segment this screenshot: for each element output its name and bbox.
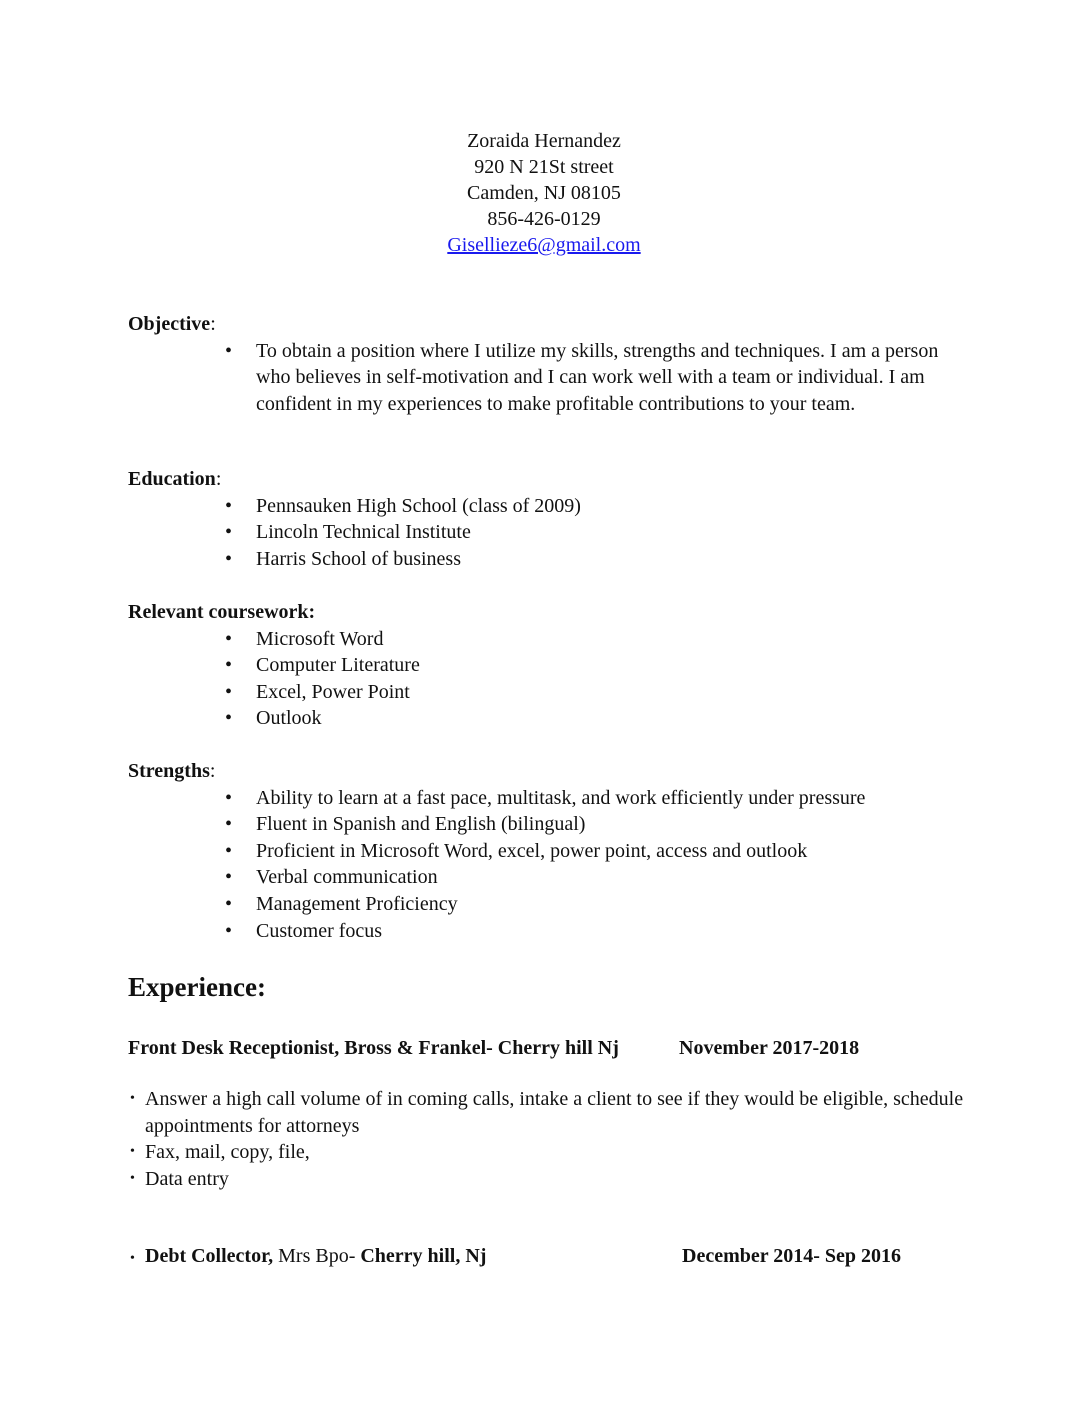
bullet-icon: • <box>225 892 233 915</box>
bullet-icon: • <box>130 1251 135 1266</box>
list-item-text: Fax, mail, copy, file, <box>145 1141 310 1163</box>
experience-heading: Experience: <box>128 972 266 1002</box>
bullet-icon: • <box>225 707 233 730</box>
coursework-heading: Relevant coursework: <box>128 601 316 623</box>
education-heading: Education: <box>128 468 222 490</box>
list-item <box>128 838 968 865</box>
job-1-dates: November 2017-2018 <box>679 1037 860 1059</box>
list-item-text: Outlook <box>256 707 322 730</box>
objective-section <box>128 311 968 417</box>
job-2-location: Cherry hill, Nj <box>360 1245 487 1267</box>
list-item <box>128 785 968 812</box>
bullet-icon: • <box>225 339 233 362</box>
bullet-icon: • <box>225 839 233 862</box>
coursework-list <box>128 626 968 732</box>
objective-heading: Objective: <box>128 313 216 335</box>
contact-header <box>0 128 1088 258</box>
street-address: 920 N 21St street <box>474 156 614 178</box>
bullet-icon: • <box>225 866 233 889</box>
list-item <box>128 519 968 546</box>
list-item <box>128 864 968 891</box>
list-item-text: Ability to learn at a fast pace, multitask, and work efficiently under pressure <box>256 786 866 809</box>
education-section <box>128 466 968 572</box>
list-item <box>128 918 968 945</box>
bullet-icon: • <box>225 654 233 677</box>
education-list <box>128 493 968 573</box>
bullet-icon: • <box>130 1144 135 1159</box>
job-1-line <box>128 1035 860 1061</box>
list-item-text: Fluent in Spanish and English (bilingual) <box>256 813 586 836</box>
list-item <box>128 705 968 732</box>
bullet-icon: • <box>225 494 233 517</box>
list-item <box>128 626 968 653</box>
email-link[interactable]: Gisellieze6@gmail.com <box>447 234 641 256</box>
bullet-icon: • <box>225 680 233 703</box>
list-item <box>128 811 968 838</box>
bullet-icon: • <box>225 786 233 809</box>
list-item <box>128 1166 968 1193</box>
strengths-list <box>128 785 968 945</box>
list-item-text: Computer Literature <box>256 654 420 677</box>
coursework-section <box>128 599 968 732</box>
list-item <box>128 652 968 679</box>
bullet-icon: • <box>225 813 233 836</box>
list-item-text: Pennsauken High School (class of 2009) <box>256 494 581 517</box>
list-item-text: Management Proficiency <box>256 892 458 915</box>
bullet-icon: • <box>130 1170 135 1186</box>
list-item-text: Verbal communication <box>256 866 438 889</box>
phone-number: 856-426-0129 <box>487 208 601 230</box>
job-1-title: Front Desk Receptionist, Bross & Frankel- Cherry hill Nj <box>128 1037 619 1059</box>
job-2-company: Mrs Bpo- <box>273 1245 361 1267</box>
list-item-text: Answer a high call volume of in coming calls, intake a client to see if they would be eligible, schedule appointments for attorneys <box>145 1088 964 1137</box>
list-item-text: Customer focus <box>256 919 383 942</box>
list-item-text: To obtain a position where I utilize my skills, strengths and techniques. I am a person who believes in self-motivation and I can work well with a team or individual. I am confident in my experiences to make profitable contributions to your team. <box>256 339 939 415</box>
list-item <box>128 338 968 418</box>
job-1-duties <box>128 1086 968 1192</box>
list-item <box>128 546 968 573</box>
job-2-line <box>128 1243 902 1272</box>
bullet-icon: • <box>225 521 233 544</box>
list-item <box>128 679 968 706</box>
list-item <box>128 1086 968 1139</box>
city-state-zip: Camden, NJ 08105 <box>467 182 621 204</box>
list-item-text: Data entry <box>145 1167 229 1190</box>
list-item-text: Microsoft Word <box>256 627 384 650</box>
job-2-role: Debt Collector, <box>145 1245 274 1267</box>
bullet-icon: • <box>225 547 233 570</box>
applicant-name: Zoraida Hernandez <box>467 130 621 152</box>
list-item-text: Lincoln Technical Institute <box>256 521 471 544</box>
strengths-section <box>128 758 968 944</box>
list-item <box>128 891 968 918</box>
list-item <box>128 1139 968 1166</box>
bullet-icon: • <box>225 919 233 942</box>
list-item <box>128 493 968 520</box>
list-item-text: Excel, Power Point <box>256 680 410 703</box>
job-2-dates: December 2014- Sep 2016 <box>682 1245 902 1267</box>
strengths-heading: Strengths: <box>128 760 216 782</box>
bullet-icon: • <box>225 627 233 650</box>
list-item-text: Proficient in Microsoft Word, excel, power point, access and outlook <box>256 839 808 862</box>
list-item-text: Harris School of business <box>256 547 461 570</box>
objective-list <box>128 338 968 418</box>
bullet-icon: • <box>130 1091 135 1106</box>
